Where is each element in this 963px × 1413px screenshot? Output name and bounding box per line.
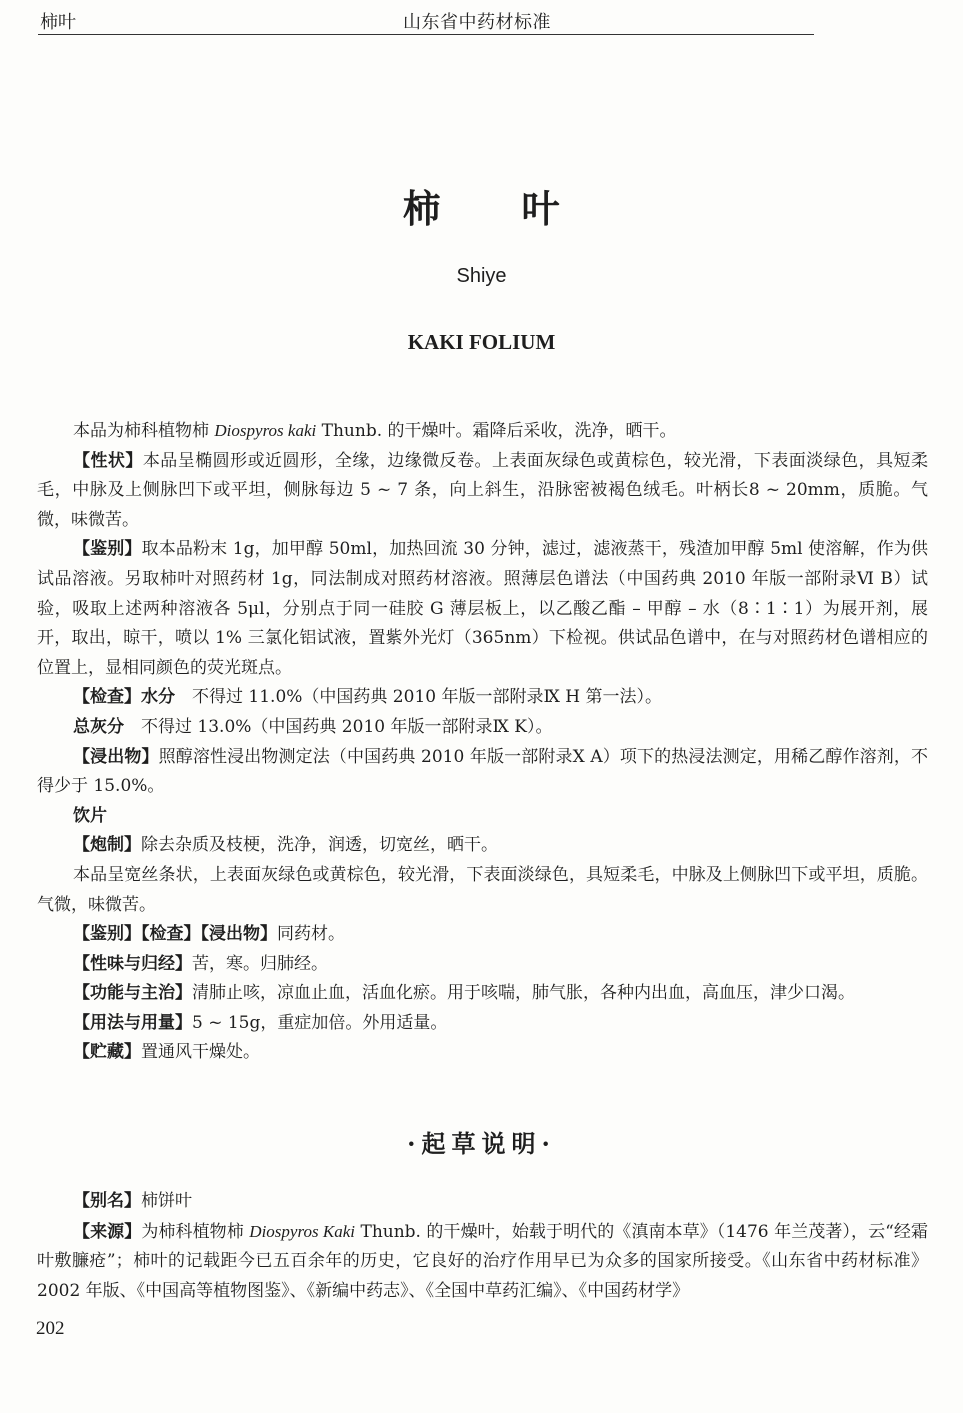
yinpian-heading: 饮片 (73, 805, 107, 826)
section-label: 【检查】 (73, 687, 141, 708)
page-number: 202 (36, 1318, 65, 1339)
zonghuifen-section: 总灰分 不得过 13.0%（中国药典 2010 年版一部附录Ⅸ K）。 (73, 716, 553, 737)
pinyin-name: Shiye (456, 265, 507, 287)
monograph-title (0, 178, 963, 233)
gongneng-section: 【功能与主治】清肺止咳，凉血止血，活血化瘀。用于咳喘，肺气胀，各种内出血，高血压，津少口渴。 (73, 983, 855, 1004)
xingzhuang-section: 【性状】本品呈椭圆形或近圆形，全缘，边缘微反卷。上表面灰绿色或黄棕色，较光滑，下表面淡绿色，具短柔毛，中脉及上侧脉凹下或平坦，侧脉每边 5 ~ 7 条，向上斜生，沿脉密被褐色绒毛。叶柄长8 ~ 20mm，质脆。气微，味微苦。 (37, 450, 929, 530)
paozhi-section: 【炮制】除去杂质及枝梗，洗净，润透，切宽丝，晒干。 (73, 835, 498, 856)
bieming-section: 【别名】柿饼叶 (73, 1191, 192, 1211)
header-left-title: 柿叶 (40, 12, 76, 33)
drafting-notes-title: ·起草说明· (407, 1129, 556, 1158)
section-label: 【用法与用量】 (73, 1012, 192, 1033)
section-label: 【浸出物】 (73, 746, 159, 767)
title-char-2: 叶 (521, 187, 561, 231)
zhucang-section: 【贮藏】置通风干燥处。 (73, 1042, 260, 1063)
section-label: 【鉴别】 (73, 539, 142, 560)
subsection-label: 总灰分 (73, 716, 124, 737)
species-name: Diospyros Kaki (249, 1221, 355, 1241)
species-name: Diospyros kaki (214, 421, 317, 440)
section-label: 【性味与归经】 (73, 953, 192, 974)
monograph-body (37, 416, 928, 1068)
section-label: 【来源】 (73, 1221, 142, 1242)
laiyuan-section: 【来源】为柿科植物柿 Diospyros Kaki Thunb. 的干燥叶，始载于明代的《滇南本草》（1476 年兰茂著），云“经霜叶敷臁疮”；柿叶的记载距今已五百余年的历史，它良好的治疗作用早已为众多的国家所接受。《山东省中药材标准》2002 年版、《中国高等植物图鉴》、《新编中药志》、《全国中草药汇编》、《中国药材学》 (37, 1221, 929, 1301)
running-header (0, 0, 963, 40)
section-label: 【鉴别】【检查】【浸出物】 (73, 924, 277, 945)
section-label: 【性状】 (73, 450, 143, 471)
jianbie-section: 【鉴别】取本品粉末 1g，加甲醇 50ml，加热回流 30 分钟，滤过，滤液蒸干，残渣加甲醇 5ml 使溶解，作为供试品溶液。另取柿叶对照药材 1g，同法制成对照药材溶液。照薄层色谱法（中国药典 2010 年版一部附录Ⅵ B）试验，吸取上述两种溶液各 5μl，分别点于同一硅胶 G 薄层板上，以乙酸乙酯 – 甲醇 – 水（8∶1∶1）为展开剂，展开，取出，晾干，喷以 1% 三氯化铝试液，置紫外光灯（365nm）下检视。供试品色谱中，在与对照药材色谱相应的位置上，显相同颜色的荧光斑点。 (37, 539, 928, 678)
title-char-1: 柿 (402, 187, 442, 231)
header-book-title: 山东省中药材标准 (403, 12, 551, 33)
section-label: 【功能与主治】 (73, 983, 192, 1004)
section-label: 【别名】 (73, 1191, 141, 1211)
jiancha-section: 【检查】水分 不得过 11.0%（中国药典 2010 年版一部附录Ⅸ H 第一法）。 (73, 687, 663, 708)
same-as-herb-section: 【鉴别】【检查】【浸出物】同药材。 (73, 924, 345, 945)
section-label: 【炮制】 (73, 835, 141, 856)
subsection-label: 水分 (141, 687, 175, 708)
header-rule (38, 34, 814, 35)
jinchu-section: 【浸出物】照醇溶性浸出物测定法（中国药典 2010 年版一部附录Ⅹ A）项下的热浸法测定，用稀乙醇作溶剂，不得少于 15.0%。 (37, 746, 929, 797)
drafting-notes-body (37, 1187, 928, 1306)
yongfa-section: 【用法与用量】5 ~ 15g，重症加倍。外用适量。 (73, 1012, 448, 1033)
section-label: 【贮藏】 (73, 1042, 141, 1063)
yinpian-description: 本品呈宽丝条状，上表面灰绿色或黄棕色，较光滑，下表面淡绿色，具短柔毛，中脉及上侧脉凹下或平坦，质脆。气微，味微苦。 (37, 864, 928, 915)
latin-name: KAKI FOLIUM (407, 330, 556, 354)
intro-paragraph: 本品为柿科植物柿 Diospyros kaki Thunb. 的干燥叶。霜降后采收，洗净，晒干。 (73, 421, 677, 441)
xingwei-section: 【性味与归经】苦，寒。归肺经。 (73, 953, 328, 974)
